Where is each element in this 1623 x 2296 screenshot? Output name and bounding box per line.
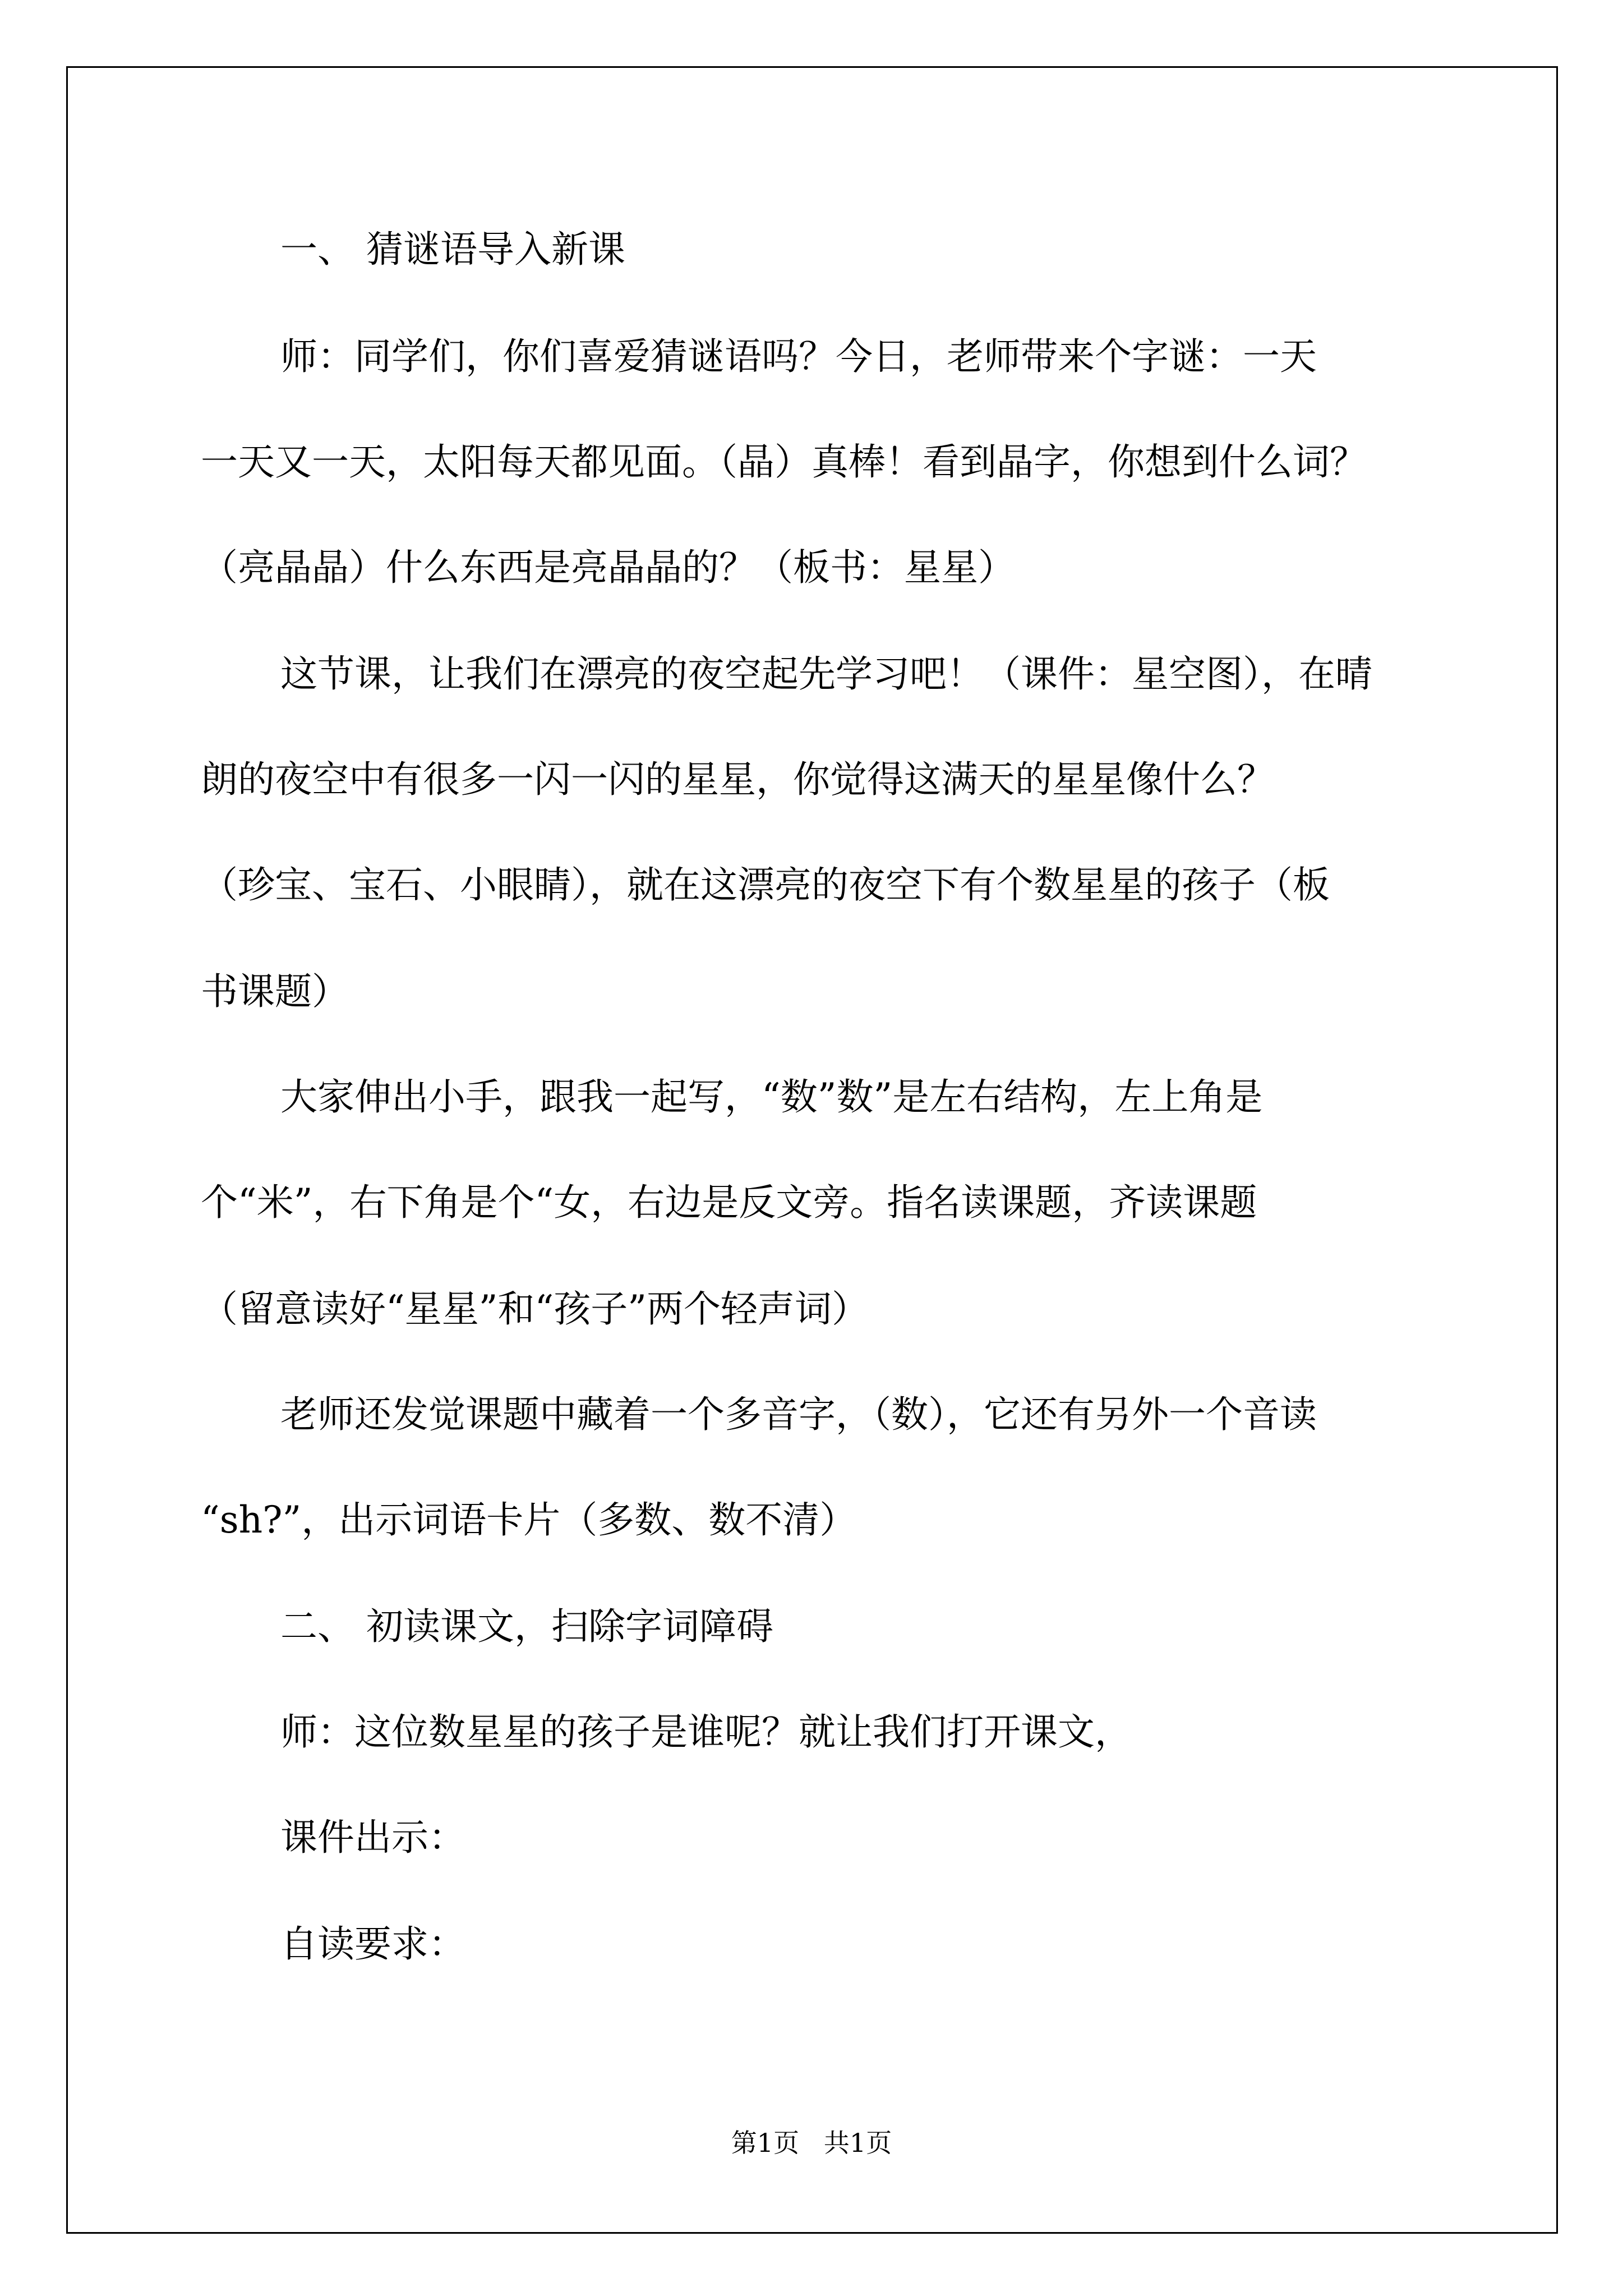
- paragraph-line: 朗的夜空中有很多一闪一闪的星星，你觉得这满天的星星像什么？: [201, 758, 1274, 801]
- paragraph-line: 书课题）: [201, 970, 349, 1013]
- paragraph-line: 师：同学们，你们喜爱猜谜语吗？今日，老师带来个字谜：一天: [280, 335, 1317, 378]
- paragraph-line: 一天又一天，太阳每天都见面。（晶）真棒！看到晶字，你想到什么词？: [201, 440, 1367, 484]
- paragraph-line: 大家伸出小手，跟我一起写，“数”数”是左右结构，左上角是: [280, 1075, 1263, 1119]
- section-heading-2: 二、 初读课文，扫除字词障碍: [280, 1605, 773, 1648]
- paragraph-line: （留意读好“星星”和“孩子”两个轻声词）: [201, 1287, 869, 1331]
- paragraph-line: 自读要求：: [280, 1922, 465, 1966]
- paragraph-line: 个“米”，右下角是个“女，右边是反文旁。指名读课题，齐读课题: [201, 1181, 1257, 1224]
- paragraph-line: 这节课，让我们在漂亮的夜空起先学习吧！（课件：星空图），在晴: [280, 652, 1372, 696]
- page-footer: [0, 2130, 1623, 2156]
- section-heading-1: 一、 猜谜语导入新课: [280, 228, 625, 271]
- paragraph-line: （亮晶晶）什么东西是亮晶晶的？（板书：星星）: [201, 546, 1015, 589]
- paragraph-line: 老师还发觉课题中藏着一个多音字，（数），它还有另外一个音读: [280, 1393, 1317, 1436]
- page-border: [66, 66, 1558, 2234]
- paragraph-line: 课件出示：: [280, 1816, 465, 1859]
- paragraph-line: （珍宝、宝石、小眼睛），就在这漂亮的夜空下有个数星星的孩子（板: [201, 863, 1330, 907]
- paragraph-line: 师：这位数星星的孩子是谁呢？就让我们打开课文，: [280, 1710, 1132, 1754]
- page-number-label: 第1页 共1页: [731, 2128, 892, 2158]
- paragraph-line: “sh?”，出示词语卡片（多数、数不清）: [201, 1498, 857, 1542]
